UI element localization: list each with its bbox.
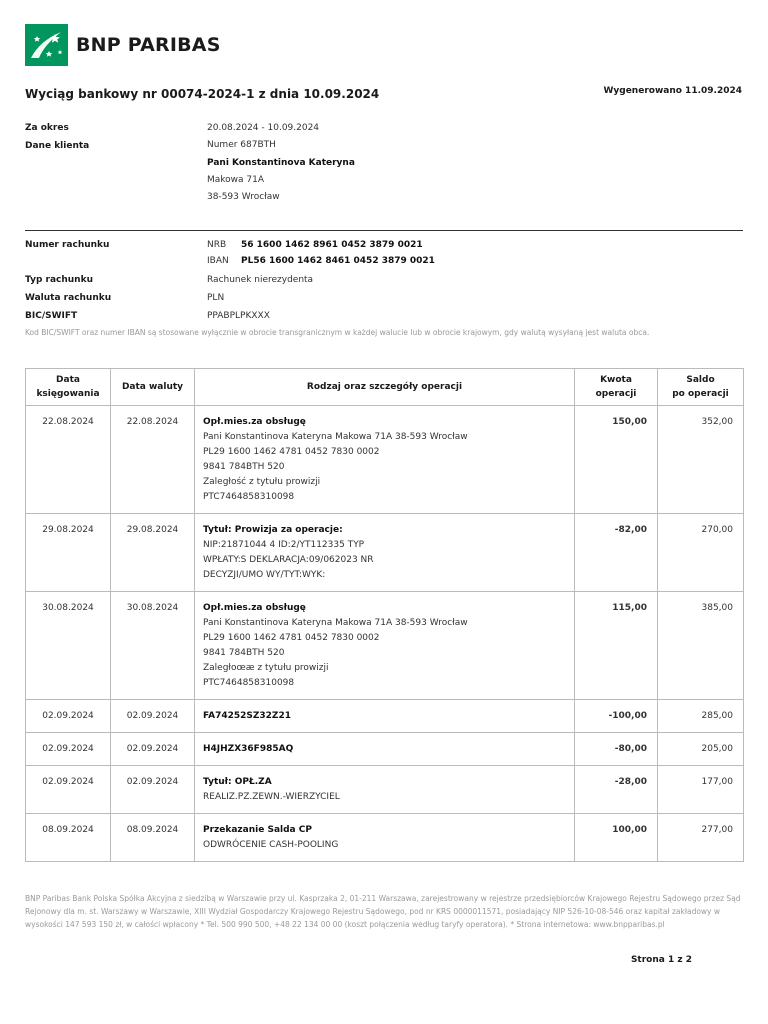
table-header-row — [26, 369, 744, 406]
balance-after: 177,00 — [658, 766, 744, 814]
account-number-label: Numer rachunku — [25, 240, 110, 250]
balance-after: 270,00 — [658, 514, 744, 592]
balance-after: 205,00 — [658, 733, 744, 766]
iban-tag: IBAN — [207, 256, 229, 266]
operation-amount: -28,00 — [575, 766, 658, 814]
operation-title: FA74252SZ32Z21 — [203, 711, 291, 721]
balance-after: 285,00 — [658, 700, 744, 733]
operation-details — [195, 766, 575, 814]
table-row — [26, 514, 744, 592]
header-description: Rodzaj oraz szczegóły operacji — [195, 369, 575, 406]
booking-date: 08.09.2024 — [26, 814, 111, 862]
footer-legal: BNP Paribas Bank Polska Spółka Akcyjna z siedzibą w Warszawie przy ul. Kasprzaka 2, 01-211 Warszawa, zarejestrowany w rejestrze przedsiębiorców Krajowego Rejestru Sądowego przez Sąd Rejonowy dla m. st. Warszawy w Warszawie, XIII Wydział Gospodarczy Krajowego Rejestru Sądowego, pod nr KRS 0000011571, posiadający NIP 526-10-08-546 oraz kapitał zakładowy w wysokości 147 593 150 zł, w całości wpłacony * Tel. 500 990 500, +48 22 134 00 00 (koszt połączenia według taryfy operatora). * Strona internetowa: www.bnpparibas.pl — [25, 894, 741, 929]
period-value: 20.08.2024 - 10.09.2024 — [207, 123, 320, 133]
account-currency-label: Waluta rachunku — [25, 293, 112, 303]
operation-title: Tytuł: OPŁ.ZA — [203, 777, 272, 787]
balance-after: 277,00 — [658, 814, 744, 862]
table-row — [26, 766, 744, 814]
value-date: 02.09.2024 — [111, 733, 195, 766]
bic-label: BIC/SWIFT — [25, 311, 78, 321]
operation-detail-line: NIP:21871044 4 ID:2/YT112335 TYP — [203, 540, 365, 550]
booking-date: 30.08.2024 — [26, 592, 111, 700]
client-street: Makowa 71A — [207, 175, 265, 185]
bic-value: PPABPLPKXXX — [207, 311, 270, 321]
divider — [25, 230, 743, 231]
balance-after: 352,00 — [658, 406, 744, 514]
iban-number: PL56 1600 1462 8461 0452 3879 0021 — [241, 256, 435, 266]
booking-date: 22.08.2024 — [26, 406, 111, 514]
value-date: 30.08.2024 — [111, 592, 195, 700]
table-row — [26, 700, 744, 733]
operation-detail-line: 9841 784BTH 520 — [203, 648, 285, 658]
bank-logo — [25, 24, 221, 66]
operation-detail-line: PL29 1600 1462 4781 0452 7830 0002 — [203, 447, 380, 457]
operations-table — [25, 368, 744, 862]
iban-row — [207, 256, 435, 266]
operation-title: Opł.mies.za obsługę — [203, 603, 306, 613]
operation-detail-line: Pani Konstantinova Kateryna Makowa 71A 38-593 Wrocław — [203, 618, 468, 628]
header-value-date: Data waluty — [111, 369, 195, 406]
operation-title: Tytuł: Prowizja za operacje: — [203, 525, 343, 535]
operation-detail-line: Pani Konstantinova Kateryna Makowa 71A 38-593 Wrocław — [203, 432, 468, 442]
nrb-row — [207, 240, 423, 250]
header-balance: Saldo po operacji — [658, 369, 744, 406]
nrb-number: 56 1600 1462 8961 0452 3879 0021 — [241, 240, 423, 250]
value-date: 02.09.2024 — [111, 766, 195, 814]
account-type-value: Rachunek nierezydenta — [207, 275, 314, 285]
booking-date: 02.09.2024 — [26, 700, 111, 733]
operation-amount: -100,00 — [575, 700, 658, 733]
generated-date: Wygenerowano 11.09.2024 — [603, 86, 742, 96]
value-date: 22.08.2024 — [111, 406, 195, 514]
client-city: 38-593 Wrocław — [207, 192, 280, 202]
operation-title: H4JHZX36F985AQ — [203, 744, 294, 754]
operation-details — [195, 592, 575, 700]
operation-details — [195, 814, 575, 862]
operation-details — [195, 514, 575, 592]
header-amount: Kwota operacji — [575, 369, 658, 406]
value-date: 29.08.2024 — [111, 514, 195, 592]
bnp-stars-logo-icon — [25, 24, 68, 66]
operation-title: Przekazanie Salda CP — [203, 825, 312, 835]
operation-title: Opł.mies.za obsługę — [203, 417, 306, 427]
nrb-tag: NRB — [207, 240, 227, 250]
bic-iban-note: Kod BIC/SWIFT oraz numer IBAN są stosowane wyłącznie w obrocie transgranicznym w każdej walucie lub w obrocie krajowym, gdy walutą wysyłaną jest waluta obca. — [25, 328, 650, 337]
value-date: 02.09.2024 — [111, 700, 195, 733]
value-date: 08.09.2024 — [111, 814, 195, 862]
booking-date: 02.09.2024 — [26, 733, 111, 766]
operation-detail-line: WPŁATY:S DEKLARACJA:09/062023 NR — [203, 555, 374, 565]
brand-name: BNP PARIBAS — [76, 34, 221, 56]
balance-after: 385,00 — [658, 592, 744, 700]
operation-amount: 115,00 — [575, 592, 658, 700]
table-row — [26, 406, 744, 514]
period-label: Za okres — [25, 123, 69, 133]
operation-detail-line: PTC7464858310098 — [203, 678, 295, 688]
booking-date: 02.09.2024 — [26, 766, 111, 814]
operation-detail-line: DECYZJI/UMO WY/TYT:WYK: — [203, 570, 326, 580]
operation-detail-line: 9841 784BTH 520 — [203, 462, 285, 472]
operation-detail-line: Zaległoœæ z tytułu prowizji — [203, 663, 329, 673]
client-name: Pani Konstantinova Kateryna — [207, 158, 355, 168]
account-currency-value: PLN — [207, 293, 225, 303]
operation-details — [195, 406, 575, 514]
header-booking-date: Data księgowania — [26, 369, 111, 406]
operation-details — [195, 700, 575, 733]
operation-detail-line: REALIZ.PZ.ZEWN.-WIERZYCIEL — [203, 792, 340, 802]
table-row — [26, 814, 744, 862]
operation-amount: -82,00 — [575, 514, 658, 592]
client-data-label: Dane klienta — [25, 141, 90, 151]
table-row — [26, 592, 744, 700]
statement-title: Wyciąg bankowy nr 00074-2024-1 z dnia 10.09.2024 — [25, 87, 380, 101]
page-number: Strona 1 z 2 — [630, 955, 692, 965]
table-row — [26, 733, 744, 766]
operation-amount: -80,00 — [575, 733, 658, 766]
operation-detail-line: PL29 1600 1462 4781 0452 7830 0002 — [203, 633, 380, 643]
operation-detail-line: PTC7464858310098 — [203, 492, 295, 502]
client-number: Numer 687BTH — [207, 140, 276, 150]
operation-amount: 150,00 — [575, 406, 658, 514]
operation-amount: 100,00 — [575, 814, 658, 862]
operation-details — [195, 733, 575, 766]
booking-date: 29.08.2024 — [26, 514, 111, 592]
operation-detail-line: Zaległość z tytułu prowizji — [203, 477, 321, 487]
operation-detail-line: ODWRÓCENIE CASH-POOLING — [203, 840, 339, 850]
account-type-label: Typ rachunku — [25, 275, 93, 285]
